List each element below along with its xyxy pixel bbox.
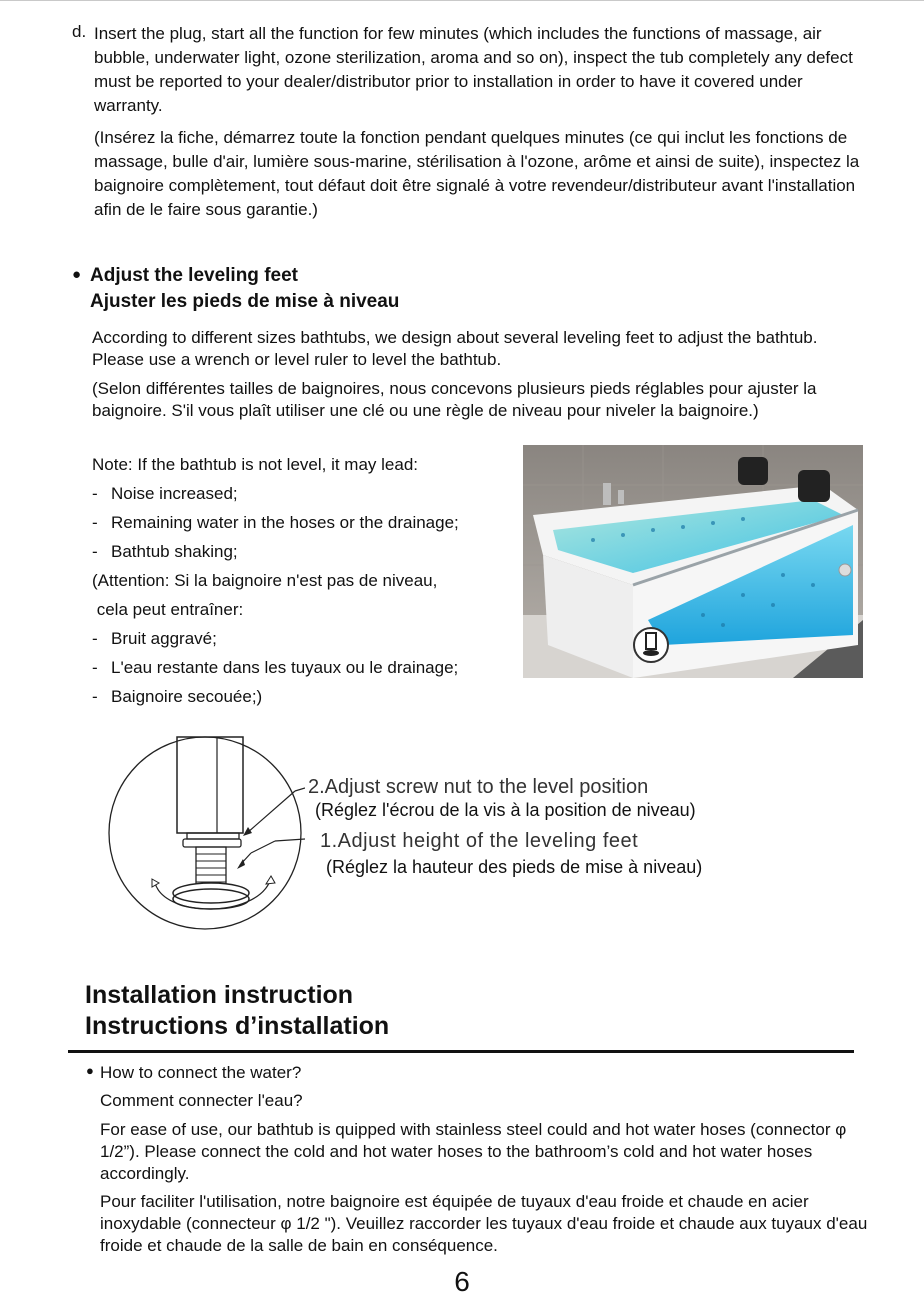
list-item: - Baignoire secouée;): [92, 687, 263, 706]
list-item: - Bathtub shaking;: [92, 542, 238, 561]
water-question-fr: Comment connecter l'eau?: [100, 1091, 303, 1110]
list-item: - Remaining water in the hoses or the drainage;: [92, 513, 459, 532]
list-item: - Noise increased;: [92, 484, 238, 503]
list-item: - L'eau restante dans les tuyaux ou le drainage;: [92, 658, 459, 677]
bathtub-photo: [523, 445, 863, 678]
callout-1-en: 1.Adjust height of the leveling feet: [320, 830, 639, 852]
step-d-text-fr: (Insérez la fiche, démarrez toute la fonction pendant quelques minutes (ce qui inclut les fonctions de massage, bulle d'air, lumière sous-marine, stérilisation à l'ozone, arôme et ainsi de suite), inspectez la baignoire complètement, tout défaut doit être signalé à votre revendeur/distributeur avant l'installation afin de le faire sous garantie.): [94, 128, 860, 219]
callout-2-fr: (Réglez l'écrou de la vis à la position de niveau): [315, 800, 696, 820]
top-border-line: [0, 0, 924, 1]
installation-title: [85, 980, 389, 1042]
leveling-paragraph-fr: (Selon différentes tailles de baignoires, nous concevons plusieurs pieds réglables pour ajuster la baignoire. S'il vous plaît utiliser une clé ou une règle de niveau pour niveler la baignoire.): [92, 379, 817, 420]
section-divider: [68, 1050, 854, 1053]
page-number: 6: [454, 1266, 470, 1297]
leveling-title-fr: Ajuster les pieds de mise à niveau: [90, 291, 400, 312]
installation-title-en: Installation instruction: [85, 981, 354, 1009]
callout-1-fr: (Réglez la hauteur des pieds de mise à niveau): [326, 857, 703, 877]
leveling-bullet: ●: [72, 266, 82, 283]
list-item: - Bruit aggravé;: [92, 629, 217, 648]
water-bullet: ●: [86, 1063, 94, 1078]
water-paragraph-fr: Pour faciliter l'utilisation, notre baignoire est équipée de tuyaux d'eau froide et chaude en acier inoxydable (connecteur φ 1/2 "). Veuillez raccorder les tuyaux d'eau froide et chaude aux tuyaux d'eau froide et chaude de la salle de bain en conséquence.: [100, 1192, 868, 1255]
attention-line-2: cela peut entraîner:: [92, 600, 244, 619]
attention-line-1: (Attention: Si la baignoire n'est pas de niveau,: [92, 571, 438, 590]
callout-2-en: 2.Adjust screw nut to the level position: [308, 776, 649, 798]
leveling-paragraph-en: According to different sizes bathtubs, we design about several leveling feet to adjust the bathtub. Please use a wrench or level ruler to level the bathtub.: [92, 328, 818, 369]
water-question-en: How to connect the water?: [100, 1063, 302, 1082]
leveling-title-en: Adjust the leveling feet: [90, 265, 298, 286]
step-d-label: d.: [72, 22, 87, 41]
note-en: Note: If the bathtub is not level, it may lead:: [92, 455, 419, 474]
water-paragraph-en: For ease of use, our bathtub is quipped with stainless steel could and hot water hoses (connector φ 1/2”). Please connect the cold and hot water hoses to the bathroom’s cold and hot water hoses accordingly.: [100, 1120, 847, 1183]
leveling-foot-diagram: [105, 733, 305, 938]
step-d-text-en: Insert the plug, start all the function for few minutes (which includes the functions of massage, air bubble, underwater light, ozone sterilization, aroma and so on), inspect the tub completely any defect must be reported to your dealer/distributor prior to installation in order to have it covered under warranty.: [94, 24, 853, 115]
leveling-notes: [92, 450, 522, 711]
installation-title-fr: Instructions d’installation: [85, 1012, 390, 1040]
